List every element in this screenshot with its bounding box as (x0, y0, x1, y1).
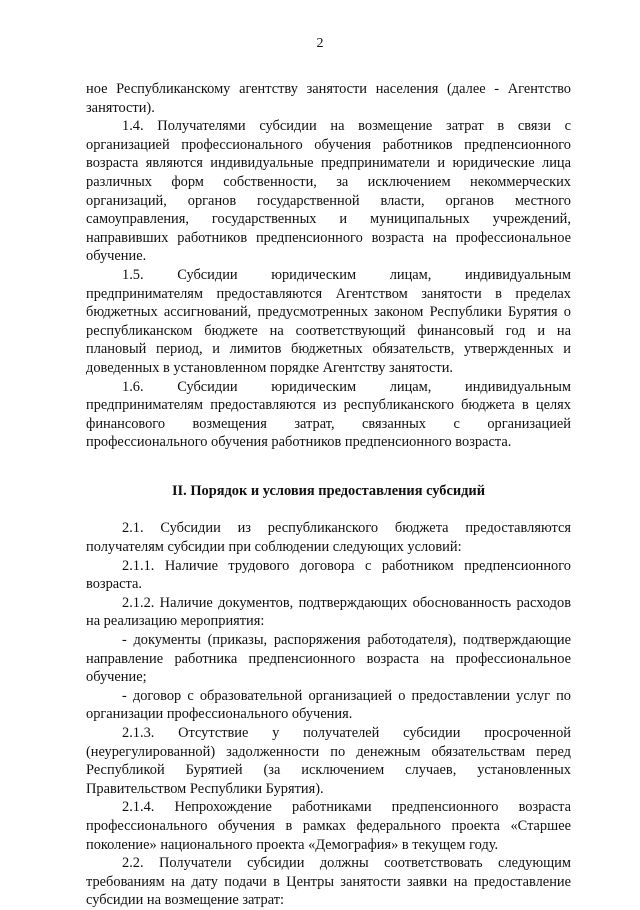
paragraph-2-1-2: 2.1.2. Наличие документов, подтверждающих обоснованность расходов на реализацию мероприятия: (86, 594, 571, 630)
paragraph-1-4: 1.4. Получателями субсидии на возмещение затрат в связи с организацией профессионального обучения работников предпенсионного возраста являются индивидуальные предприниматели и юридические лица различных форм собственности, за исключением некоммерческих организаций, органов государственной власти, органов местного самоуправления, государственных и муниципальных учреждений, направивших работников предпенсионного возраста на профессиональное обучение. (86, 118, 571, 265)
section-heading: II. Порядок и условия предоставления субсидий (171, 482, 486, 499)
list-item-documents: - документы (приказы, распоряжения работодателя), подтверждающие направление работника предпенсионного возраста на профессиональное обучение; (86, 632, 571, 686)
paragraph-1-6: 1.6. Субсидии юридическим лицам, индивидуальным предпринимателям предоставляются из республиканского бюджета в целях финансового возмещения затрат, связанных с организацией профессионального обучения работников предпенсионного возраста. (86, 378, 571, 451)
page-number: 2 (316, 36, 324, 51)
paragraph-2-1: 2.1. Субсидии из республиканского бюджета предоставляются получателям субсидии при соблюдении следующих условий: (86, 520, 571, 556)
paragraph-2-1-1: 2.1.1. Наличие трудового договора с работником предпенсионного возраста. (86, 557, 571, 593)
paragraph-2-2: 2.2. Получатели субсидии должны соответствовать следующим требованиям на дату подачи в Центры занятости заявки на предоставление субсидии на возмещение затрат: (86, 855, 571, 909)
paragraph-continuation: ное Республиканскому агентству занятости населения (далее - Агентство занятости). (86, 81, 571, 116)
paragraph-2-1-4: 2.1.4. Непрохождение работниками предпенсионного возраста профессионального обучения в рамках федерального проекта «Старшее поколение» национального проекта «Демография» в текущем году. (86, 799, 571, 853)
paragraph-1-5: 1.5. Субсидии юридическим лицам, индивидуальным предпринимателям предоставляются Агентством занятости в пределах бюджетных ассигнований, предусмотренных законом Республики Бурятия о республиканском бюджете на соответствующий финансовый год и на плановый период, и лимитов бюджетных обязательств, утвержденных и доведенных в установленном порядке Агентству занятости. (86, 266, 571, 376)
paragraph-2-1-3: 2.1.3. Отсутствие у получателей субсидии просроченной (неурегулированной) задолженности по денежным обязательствам перед Республикой Бурятией (за исключением случаев, установленных Правительством Республики Бурятия). (86, 725, 571, 797)
list-item-contract: - договор с образовательной организацией о предоставлении услуг по организации профессионального обучения. (86, 687, 571, 723)
document-body (86, 80, 571, 910)
